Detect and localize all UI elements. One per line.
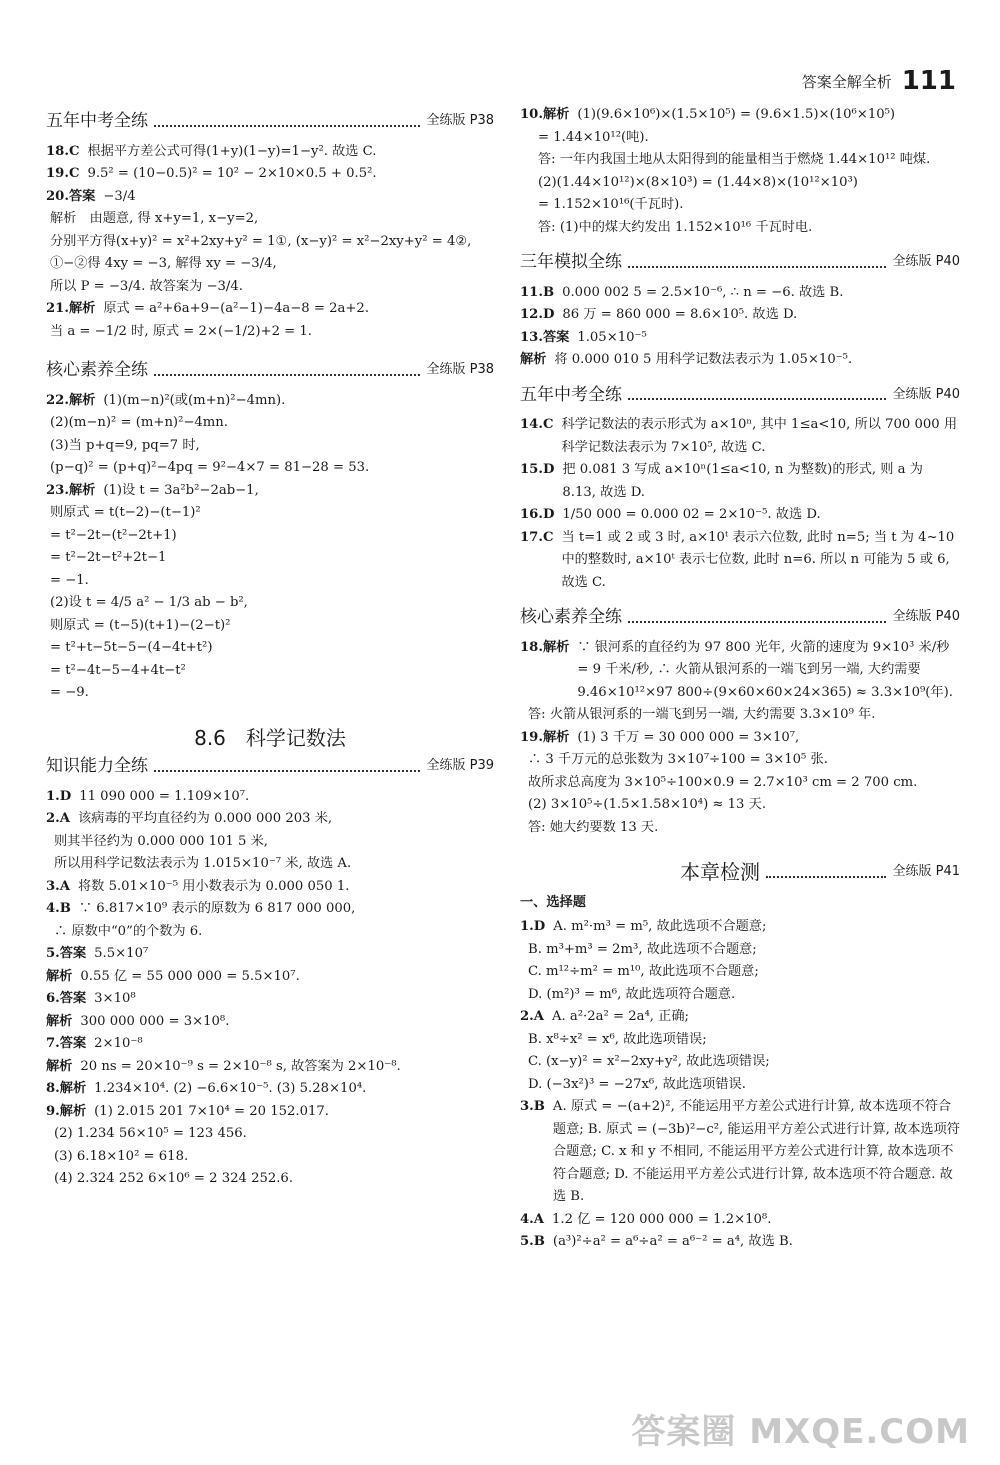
answer-item xyxy=(46,786,494,809)
answer-text: D. (−3x²)³ = −27x⁶, 故此选项错误. xyxy=(528,1076,746,1092)
right-column xyxy=(520,104,960,1254)
section-header xyxy=(520,384,960,407)
answer-text: (2) 3×10⁵÷(1.5×1.58×10⁴) ≈ 13 天. xyxy=(528,797,767,812)
question-number: 5.B xyxy=(520,1234,545,1249)
question-number: 解析 xyxy=(520,352,547,367)
answer-text: 当 t=1 或 2 或 3 时, a×10ᵗ 表示六位数, 此时 n=5; 当 t 为 4~10 中的整数时, a×10ᵗ 表示七位数, 此时 n=6. 所以 n 可能为 5 或 6, 故选 C. xyxy=(561,529,955,590)
page-number: 111 xyxy=(901,66,956,96)
question-number: 15.D xyxy=(520,462,555,477)
answer-item xyxy=(520,504,960,527)
answer-list xyxy=(520,282,960,372)
answer-text: (1)设 t = 3a²b²−2ab−1, xyxy=(103,482,259,498)
question-number: 8.解析 xyxy=(46,1081,87,1096)
answer-item xyxy=(520,817,960,840)
question-number: 19.C xyxy=(46,166,80,181)
solution-line: = t²−4t−5−4+4t−t² xyxy=(50,662,186,678)
solution-line: 答: 一年内我国土地从太阳得到的能量相当于燃烧 1.44×10¹² 吨煤. xyxy=(538,152,931,167)
question-number: 3.B xyxy=(520,1099,545,1114)
solution-line: = t²−2t−t²+2t−1 xyxy=(50,550,167,565)
answer-item xyxy=(46,943,494,966)
question-number: 2.A xyxy=(520,1009,544,1024)
question-number: 16.D xyxy=(520,507,555,522)
question-number: 10.解析 xyxy=(520,107,570,122)
section-page-ref: 全练版 P39 xyxy=(426,758,494,773)
question-number: 4.B xyxy=(46,901,71,916)
answer-text: 2×10⁻⁸ xyxy=(94,1036,143,1051)
answer-text: 将 0.000 010 5 用科学记数法表示为 1.05×10⁻⁵. xyxy=(554,352,853,367)
solution-line: = −1. xyxy=(50,572,89,588)
solution-line: 则原式 = t(t−2)−(t−1)² xyxy=(50,505,201,520)
section-title: 知识能力全练 xyxy=(46,756,148,776)
answer-list xyxy=(520,916,960,1254)
answer-item xyxy=(520,1231,960,1254)
question-number: 22.解析 xyxy=(46,392,96,408)
answer-item xyxy=(46,898,494,921)
answer-text: 答: 火箭从银河系的一端飞到另一端, 大约需要 3.3×10⁹ 年. xyxy=(528,707,876,722)
answer-item xyxy=(520,1096,960,1209)
answer-item xyxy=(520,1006,960,1029)
answer-text: A. 原式 = −(a+2)², 不能运用平方差公式进行计算, 故本选项不符合题意; B. 原式 = (−3b)²−c², 能运用平方差公式进行计算, 故本选项符合题意; C. x 和 y 不相同, 不能运用平方差公式进行计算, 故本选项不符合题意; D. 不能运用平方差公式进行计算, 故本选项不符合题意. 故选 B. xyxy=(552,1099,960,1204)
answer-list xyxy=(520,414,960,594)
answer-item xyxy=(46,1056,494,1079)
answer-text: 科学记数法的表示形式为 a×10ⁿ, 其中 1≤a<10, 所以 700 000 用科学记数法表示为 7×10⁵, 故选 C. xyxy=(561,417,958,455)
answer-item xyxy=(520,916,960,939)
answer-text: (3) 6.18×10² = 618. xyxy=(54,1148,189,1164)
answer-text: 9.5² = (10−0.5)² = 10² − 2×10×0.5 + 0.5². xyxy=(87,166,377,181)
answer-text: 300 000 000 = 3×10⁸. xyxy=(80,1013,230,1029)
question-number: 13.答案 xyxy=(520,329,570,345)
answer-text: D. (m²)³ = m⁶, 故此选项符合题意. xyxy=(528,986,736,1002)
question-number: 18.C xyxy=(46,143,80,159)
answer-item xyxy=(520,984,960,1007)
answer-text: 11 090 000 = 1.109×10⁷. xyxy=(79,788,250,804)
answer-item xyxy=(520,1051,960,1074)
answer-list xyxy=(520,637,960,840)
answer-text: −3/4 xyxy=(103,188,136,204)
answer-item xyxy=(46,988,494,1011)
section-header xyxy=(46,755,494,778)
answer-text: 0.000 002 5 = 2.5×10⁻⁶, ∴ n = −6. 故选 B. xyxy=(562,284,844,300)
answer-text: 则其半径约为 0.000 000 101 5 米, xyxy=(54,833,268,849)
answer-item xyxy=(520,772,960,795)
section-title: 五年中考全练 xyxy=(520,384,622,405)
leader-dots xyxy=(628,398,886,400)
solution-line: = 1.152×10¹⁶(千瓦时). xyxy=(538,197,684,212)
answer-text: 3×10⁸ xyxy=(94,991,136,1006)
answer-item xyxy=(520,527,960,595)
section-page-ref: 全练版 P40 xyxy=(892,254,960,269)
header-title: 答案全解全析 xyxy=(801,72,892,91)
leader-dots xyxy=(154,374,420,376)
solution-line: (3)当 p+q=9, pq=7 时, xyxy=(50,437,200,453)
question-number: 1.D xyxy=(46,788,72,804)
solution-line: = 1.44×10¹²(吨). xyxy=(538,129,649,145)
answer-text: 该病毒的平均直径约为 0.000 000 203 米, xyxy=(78,811,333,826)
question-number: 6.答案 xyxy=(46,991,87,1006)
answer-text: A. m²·m³ = m⁵, 故此选项不合题意; xyxy=(553,919,767,934)
answer-item xyxy=(46,853,494,876)
section-header xyxy=(520,606,960,629)
answer-item xyxy=(46,921,494,944)
page-header xyxy=(802,66,956,96)
leader-dots xyxy=(628,621,886,623)
answer-text: 原式 = a²+6a+9−(a²−1)−4a−8 = 2a+2. xyxy=(103,301,370,316)
answer-text: 1.234×10⁴. (2) −6.6×10⁻⁵. (3) 5.28×10⁴. xyxy=(94,1081,367,1096)
answer-text: 答: 她大约要数 13 天. xyxy=(528,819,659,835)
section-header xyxy=(46,359,494,382)
solution-line: = t²+t−5t−5−(4−4t+t²) xyxy=(50,640,213,655)
answer-item xyxy=(520,327,960,350)
answer-item xyxy=(520,637,960,705)
question-number: 23.解析 xyxy=(46,482,96,498)
answer-text: 1.2 亿 = 120 000 000 = 1.2×10⁸. xyxy=(552,1211,772,1227)
question-number: 9.解析 xyxy=(46,1103,87,1119)
solution-line: ①−②得 4xy = −3, 解得 xy = −3/4, xyxy=(50,256,277,271)
solution-line: 则原式 = (t−5)(t+1)−(2−t)² xyxy=(50,617,231,633)
solution-line: = −9. xyxy=(50,685,89,700)
question-number: 解析 xyxy=(46,1058,73,1074)
answer-item xyxy=(520,282,960,305)
leader-dots xyxy=(154,770,420,772)
answer-item xyxy=(46,186,494,209)
question-number: 12.D xyxy=(520,307,555,322)
solution-line: 分别平方得(x+y)² = x²+2xy+y² = 1①, (x−y)² = x²−2xy+y² = 4②, xyxy=(50,233,472,249)
section-page-ref: 全练版 P40 xyxy=(892,609,960,624)
question-number: 11.B xyxy=(520,284,555,300)
answer-item xyxy=(46,808,494,831)
answer-item xyxy=(520,459,960,504)
answer-item xyxy=(520,1029,960,1052)
answer-item xyxy=(46,1146,494,1169)
question-number: 4.A xyxy=(520,1211,544,1227)
watermark-logo: 答案圈 MXQE.COM xyxy=(631,1412,970,1452)
answer-text: A. a²·2a² = 2a⁴, 正确; xyxy=(552,1009,689,1024)
answer-item xyxy=(46,876,494,899)
answer-text: 86 万 = 860 000 = 8.6×10⁵. 故选 D. xyxy=(562,307,798,322)
section-page-ref: 全练版 P40 xyxy=(892,386,960,402)
question-number: 14.C xyxy=(520,417,554,432)
answer-item xyxy=(46,1011,494,1034)
answer-item xyxy=(520,414,960,459)
solution-line: (2)(1.44×10¹²)×(8×10³) = (1.44×8)×(10¹²×10³) xyxy=(538,174,858,190)
answer-item xyxy=(520,939,960,962)
answer-item xyxy=(520,749,960,772)
section-title: 核心素养全练 xyxy=(46,360,148,380)
chapter-header xyxy=(520,861,960,884)
answer-text: B. m³+m³ = 2m³, 故此选项不合题意; xyxy=(528,941,757,957)
question-number: 5.答案 xyxy=(46,946,87,961)
section-header xyxy=(520,251,960,274)
question-number: 18.解析 xyxy=(520,639,570,655)
section-title: 核心素养全练 xyxy=(520,607,622,627)
answer-text: B. x⁸÷x² = x⁶, 故此选项错误; xyxy=(528,1031,707,1047)
answer-item xyxy=(46,1033,494,1056)
answer-item xyxy=(520,104,960,127)
question-number: 解析 xyxy=(46,1013,73,1029)
answer-text: 20 ns = 20×10⁻⁹ s = 2×10⁻⁸ s, 故答案为 2×10⁻⁸. xyxy=(80,1058,401,1074)
answer-text: 1/50 000 = 0.000 02 = 2×10⁻⁵. 故选 D. xyxy=(562,507,821,522)
section-page-ref: 全练版 P38 xyxy=(426,362,494,377)
answer-text: (a³)²÷a² = a⁶÷a² = a⁶⁻² = a⁴, 故选 B. xyxy=(552,1234,793,1249)
question-number: 3.A xyxy=(46,878,70,894)
question-number: 17.C xyxy=(520,529,554,545)
answer-text: ∵ 6.817×10⁹ 表示的原数为 6 817 000 000, xyxy=(78,901,356,916)
answer-item xyxy=(46,1168,494,1191)
answer-item xyxy=(520,349,960,372)
question-number: 2.A xyxy=(46,811,70,826)
leader-dots xyxy=(766,876,886,878)
question-number: 20.答案 xyxy=(46,188,96,204)
answer-text: 将数 5.01×10⁻⁵ 用小数表示为 0.000 050 1. xyxy=(78,878,350,894)
section-header xyxy=(46,110,494,133)
answer-item xyxy=(520,704,960,727)
answer-item xyxy=(520,794,960,817)
solution-line: 当 a = −1/2 时, 原式 = 2×(−1/2)+2 = 1. xyxy=(50,323,312,339)
answer-item xyxy=(46,966,494,989)
question-number: 1.D xyxy=(520,919,546,934)
answer-text: 0.55 亿 = 55 000 000 = 5.5×10⁷. xyxy=(80,968,300,984)
question-number: 解析 xyxy=(46,968,73,984)
question-number: 21.解析 xyxy=(46,301,96,316)
chapter-title: 本章检测 xyxy=(680,860,760,884)
answer-item xyxy=(520,304,960,327)
section-page-ref: 全练版 P41 xyxy=(892,864,960,879)
answer-text: (1) 2.015 201 7×10⁴ = 20 152.017. xyxy=(94,1103,329,1119)
answer-list xyxy=(46,786,494,1191)
answer-text: (4) 2.324 252 6×10⁶ = 2 324 252.6. xyxy=(54,1171,294,1186)
answer-item xyxy=(520,1209,960,1232)
solution-line: 所以 P = −3/4. 故答案为 −3/4. xyxy=(50,278,243,294)
answer-text: (1)(m−n)²(或(m+n)²−4mn). xyxy=(103,392,286,408)
answer-item xyxy=(46,1078,494,1101)
answer-item xyxy=(46,480,494,503)
answer-item xyxy=(46,1123,494,1146)
answer-item xyxy=(520,727,960,750)
solution-line: (2)设 t = 4/5 a² − 1/3 ab − b², xyxy=(50,595,248,610)
answer-text: (2) 1.234 56×10⁵ = 123 456. xyxy=(54,1126,247,1141)
section-title: 三年模拟全练 xyxy=(520,252,622,272)
section-page-ref: 全练版 P38 xyxy=(426,113,494,128)
answer-text: (1)(9.6×10⁶)×(1.5×10⁵) = (9.6×1.5)×(10⁶×10⁵) xyxy=(577,107,896,122)
answer-text: ∴ 原数中“0”的个数为 6. xyxy=(54,923,203,939)
answer-item xyxy=(46,390,494,413)
leader-dots xyxy=(628,266,886,268)
answer-text: 1.05×10⁻⁵ xyxy=(577,329,647,345)
solution-line: (2)(m−n)² = (m+n)²−4mn. xyxy=(50,415,228,430)
subsection-heading: 一、选择题 xyxy=(520,894,586,910)
answer-item xyxy=(46,141,494,164)
answer-text: 所以用科学记数法表示为 1.015×10⁻⁷ 米, 故选 A. xyxy=(54,856,352,871)
answer-item xyxy=(520,961,960,984)
answer-text: 故所求总高度为 3×10⁵÷100×0.9 = 2.7×10³ cm = 2 700 cm. xyxy=(528,774,918,790)
answer-text: ∵ 银河系的直径约为 97 800 光年, 火箭的速度为 9×10³ 米/秒 = 9 千米/秒, ∴ 火箭从银河系的一端飞到另一端, 大约需要 9.46×10¹²×97 800÷(9×60×60×24×365) ≈ 3.3×10⁹(年). xyxy=(577,639,953,700)
answer-text: C. m¹²÷m² = m¹⁰, 故此选项不合题意; xyxy=(528,964,759,979)
answer-item xyxy=(46,831,494,854)
solution-line: (p−q)² = (p+q)²−4pq = 9²−4×7 = 81−28 = 53. xyxy=(50,460,370,475)
answer-item xyxy=(46,1101,494,1124)
answer-text: 根据平方差公式可得(1+y)(1−y)=1−y². 故选 C. xyxy=(87,143,377,159)
answer-text: (1) 3 千万 = 30 000 000 = 3×10⁷, xyxy=(577,729,800,745)
section-title: 五年中考全练 xyxy=(46,111,148,131)
chapter-title: 8.6 科学记数法 xyxy=(194,725,346,750)
answer-item xyxy=(46,298,494,321)
solution-line: 答: (1)中的煤大约发出 1.152×10¹⁶ 千瓦时电. xyxy=(538,219,813,235)
answer-text: 把 0.081 3 写成 a×10ⁿ(1≤a<10, n 为整数)的形式, 则 a 为 8.13, 故选 D. xyxy=(562,462,923,500)
leader-dots xyxy=(154,125,420,127)
question-number: 7.答案 xyxy=(46,1036,87,1051)
answer-item xyxy=(520,1074,960,1097)
answer-text: C. (x−y)² = x²−2xy+y², 故此选项错误; xyxy=(528,1054,770,1069)
answer-item xyxy=(46,163,494,186)
answer-text: 5.5×10⁷ xyxy=(94,946,149,961)
solution-line: = t²−2t−(t²−2t+1) xyxy=(50,527,177,543)
left-column xyxy=(46,104,494,1191)
solution-line: 解析 由题意, 得 x+y=1, x−y=2, xyxy=(50,211,259,226)
answer-text: ∴ 3 千万元的总张数为 3×10⁷÷100 = 3×10⁵ 张. xyxy=(528,752,828,767)
question-number: 19.解析 xyxy=(520,729,570,745)
